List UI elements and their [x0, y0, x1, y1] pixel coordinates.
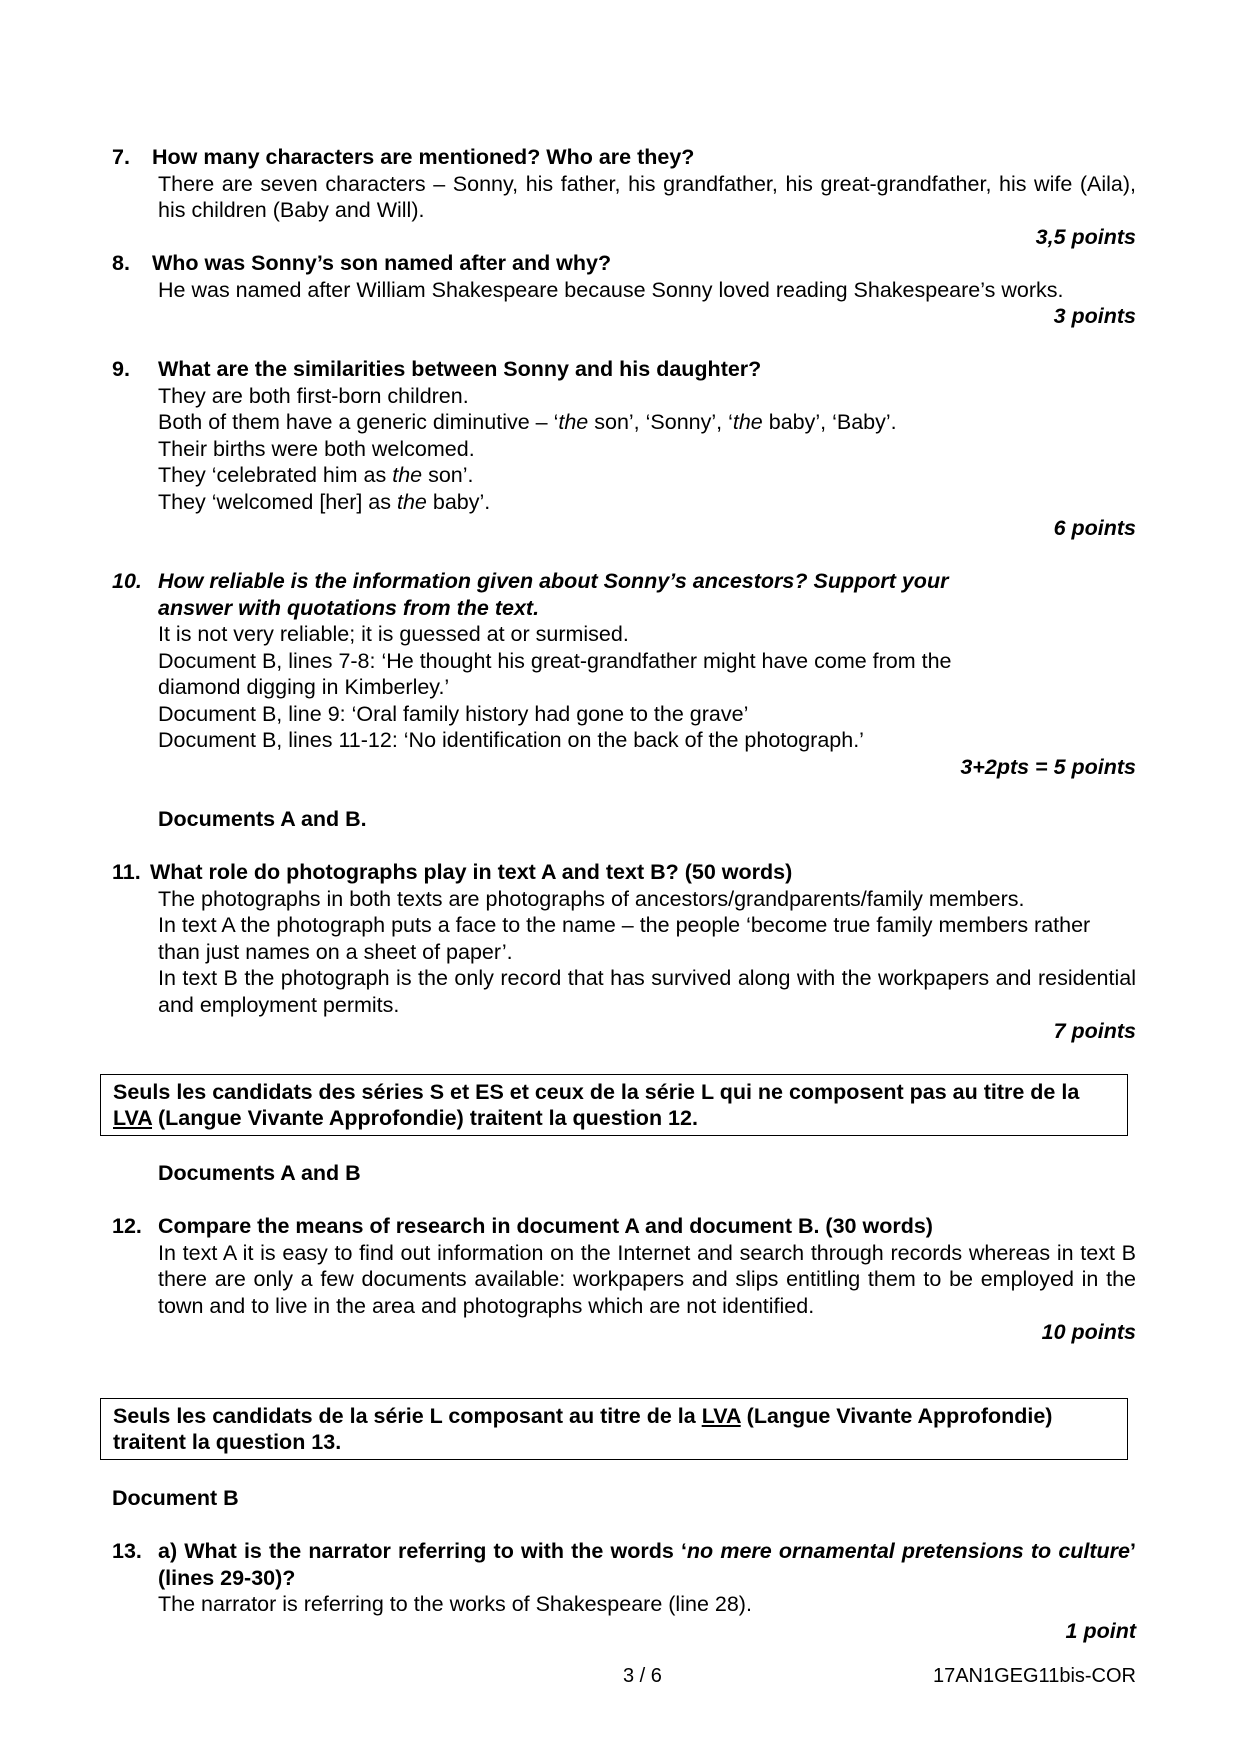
question-text: How reliable is the information given about Sonny’s ancestors? Support your	[158, 569, 949, 593]
question-text: How many characters are mentioned? Who are they?	[152, 145, 695, 169]
question-9-title	[112, 356, 1136, 383]
question-10	[112, 568, 1136, 780]
instruction-box-q13: Seuls les candidats de la série L composant au titre de la LVA (Langue Vivante Approfondie) traitent la question 13.	[100, 1398, 1128, 1460]
instruction-box-q12: Seuls les candidats des séries S et ES et ceux de la série L qui ne composent pas au titre de la LVA (Langue Vivante Approfondie) traitent la question 12.	[100, 1074, 1128, 1136]
question-8-title	[112, 250, 1136, 277]
question-7-points: 3,5 points	[1035, 224, 1136, 249]
answer-line: Document B, line 9: ‘Oral family history had gone to the grave’	[158, 701, 749, 726]
answer-line: They ‘welcomed [her] as the baby’.	[158, 489, 491, 514]
question-8-answer: He was named after William Shakespeare because Sonny loved reading Shakespeare’s works.	[158, 277, 1064, 302]
answer-line: Both of them have a generic diminutive – ‘the son’, ‘Sonny’, ‘the baby’, ‘Baby’.	[158, 410, 897, 434]
answer-line: They are both first-born children.	[158, 383, 469, 408]
question-7-answer: There are seven characters – Sonny, his father, his grandfather, his great-grandfather, his wife (Aila), his children (Baby and Will).	[158, 171, 1136, 222]
question-text: Who was Sonny’s son named after and why?	[152, 251, 612, 275]
question-text: a) What is the narrator referring to with the words ‘no mere ornamental pretensions to culture’ (lines 29-30)?	[158, 1539, 1136, 1590]
question-13-title	[112, 1538, 1136, 1591]
question-9-answer	[112, 383, 1136, 516]
section-heading: Document B	[112, 1486, 239, 1510]
answer-line: Document B, lines 11-12: ‘No identification on the back of the photograph.’	[158, 728, 864, 752]
answer-line: Their births were both welcomed.	[158, 436, 475, 461]
question-12-title	[112, 1213, 1136, 1240]
section-heading: Documents A and B.	[158, 807, 367, 831]
question-number: 8.	[112, 251, 130, 275]
document-code: 17AN1GEG11bis-COR	[932, 1665, 1136, 1687]
question-12-points: 10 points	[1041, 1320, 1136, 1344]
question-number: 7.	[112, 145, 130, 169]
question-text: Compare the means of research in document A and document B. (30 words)	[158, 1214, 933, 1238]
question-11-title	[112, 859, 1136, 886]
question-number: 10.	[112, 569, 142, 593]
question-8-points: 3 points	[1053, 304, 1136, 328]
question-11-points: 7 points	[1053, 1019, 1136, 1043]
question-8	[112, 250, 1136, 330]
question-11-answer	[112, 886, 1136, 1019]
question-11	[112, 859, 1136, 1045]
question-12-answer: In text A it is easy to find out information on the Internet and search through records whereas in text B there are only a few documents available: workpapers and slips entitling them to be employed in the town and to live in the area and photographs which are not identified.	[158, 1240, 1136, 1318]
section-heading: Documents A and B	[158, 1161, 361, 1185]
answer-line: In text B the photograph is the only record that has survived along with the workpapers and residential and employment permits.	[158, 966, 1136, 1017]
question-10-title	[112, 568, 1136, 595]
page-number: 3 / 6	[623, 1665, 662, 1687]
question-10-points: 3+2pts = 5 points	[960, 754, 1136, 779]
answer-line: It is not very reliable; it is guessed at or surmised.	[158, 622, 629, 646]
lva-underlined: LVA	[701, 1404, 741, 1428]
question-text: What role do photographs play in text A and text B? (50 words)	[150, 860, 793, 884]
answer-line: The photographs in both texts are photographs of ancestors/grandparents/family members.	[158, 886, 1025, 911]
question-number: 12.	[112, 1214, 142, 1238]
question-10-title-cont: answer with quotations from the text.	[158, 595, 540, 620]
question-7	[112, 144, 1136, 250]
answer-line: They ‘celebrated him as the son’.	[158, 463, 474, 487]
answer-line: In text A the photograph puts a face to the name – the people ‘become true family members rather than just names on a sheet of paper’.	[158, 913, 1091, 964]
question-13-answer: The narrator is referring to the works of Shakespeare (line 28).	[158, 1592, 752, 1616]
question-7-title	[112, 144, 1136, 171]
question-13-points: 1 point	[1065, 1618, 1136, 1643]
question-text: What are the similarities between Sonny and his daughter?	[158, 357, 762, 381]
question-12	[112, 1213, 1136, 1346]
question-10-answer	[112, 621, 1136, 754]
lva-underlined: LVA	[113, 1106, 153, 1130]
question-9-points: 6 points	[1053, 516, 1136, 540]
question-number: 9.	[112, 357, 130, 381]
question-number: 13.	[112, 1539, 142, 1563]
question-number: 11.	[112, 860, 141, 884]
answer-line: Document B, lines 7-8: ‘He thought his great-grandfather might have come from the	[158, 648, 952, 673]
question-9	[112, 356, 1136, 542]
question-13	[112, 1538, 1136, 1644]
answer-line: diamond digging in Kimberley.’	[158, 675, 450, 699]
